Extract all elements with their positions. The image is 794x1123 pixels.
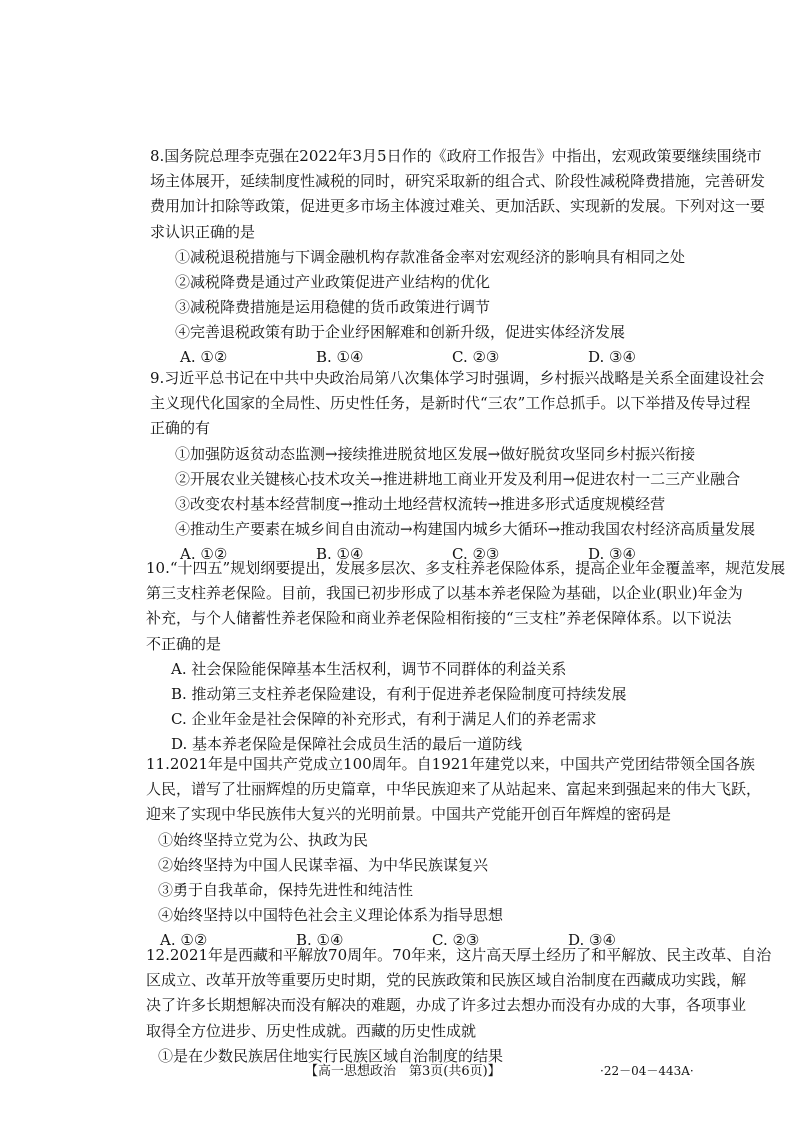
question-stem-line: 场主体展开，延续制度性减税的同时，研究采取新的组合式、阶段性减税降费措施，完善研发 (150, 172, 766, 191)
question-stem-line: 区成立、改革开放等重要历史时期，党的民族政策和民族区域自治制度在西藏成功实践，解 (146, 971, 747, 990)
question-stem-line: 第三支柱养老保险。目前，我国已初步形成了以基本养老保险为基础，以企业(职业)年金为 (146, 584, 743, 603)
question-10 (146, 556, 786, 757)
statement-item: ①始终坚持立党为公、执政为民 (158, 830, 369, 849)
option-item: A. 社会保险能保障基本生活权利，调节不同群体的利益关系 (171, 659, 567, 678)
option-item: B. 推动第三支柱养老保险建设，有利于促进养老保险制度可持续发展 (171, 684, 627, 703)
question-stem-line: 补充，与个人储蓄性养老保险和商业养老保险相衔接的“三支柱”养老保障体系。以下说法 (146, 609, 732, 628)
option-item: D. 基本养老保险是保障社会成员生活的最后一道防线 (171, 734, 523, 753)
exam-code: ·22－04－443A· (600, 1064, 694, 1078)
question-stem-line: 求认识正确的是 (150, 222, 256, 241)
question-8 (150, 144, 766, 370)
statement-item: ③减税降费措施是运用稳健的货币政策进行调节 (175, 297, 491, 316)
statement-item: ①是在少数民族居住地实行民族区域自治制度的结果 (158, 1046, 504, 1065)
question-stem-line: 主义现代化国家的全局性、历史性任务，是新时代“三农”工作总抓手。以下举措及传导过程 (150, 394, 751, 413)
choice-d: D. ③④ (568, 930, 616, 949)
choice-a: A. ①② (180, 347, 228, 366)
choice-a: A. ①② (160, 930, 208, 949)
statement-item: ③改变农村基本经营制度→推动土地经营权流转→推进多形式适度规模经营 (175, 494, 666, 513)
choice-d: D. ③④ (588, 544, 636, 563)
statement-item: ④完善退税政策有助于企业纾困解难和创新升级，促进实体经济发展 (175, 322, 626, 341)
statement-item: ③勇于自我革命，保持先进性和纯洁性 (158, 880, 414, 899)
choice-b: B. ①④ (296, 930, 344, 949)
statement-item: ②开展农业关键核心技术攻关→推进耕地工商业开发及利用→促进农村一二三产业融合 (175, 469, 741, 488)
choice-c: C. ②③ (432, 930, 480, 949)
question-stem-line: 人民，谱写了壮丽辉煌的历史篇章，中华民族迎来了从站起来、富起来到强起来的伟大飞跃， (146, 780, 762, 799)
statement-item: ②始终坚持为中国人民谋幸福、为中华民族谋复兴 (158, 855, 489, 874)
option-item: C. 企业年金是社会保障的补充形式，有利于满足人们的养老需求 (171, 709, 597, 728)
question-stem-line: 8.国务院总理李克强在2022年3月5日作的《政府工作报告》中指出，宏观政策要继续围绕市 (150, 147, 762, 165)
choice-b: B. ①④ (316, 544, 364, 563)
question-stem-line: 费用加计扣除等政策，促进更多市场主体渡过难关、更加活跃、实现新的发展。下列对这一要 (150, 197, 766, 216)
choice-a: A. ①② (180, 544, 228, 563)
question-stem-line: 11.2021年是中国共产党成立100周年。自1921年建党以来，中国共产党团结带领全国各族 (146, 755, 755, 773)
question-stem-line: 10.“十四五”规划纲要提出，发展多层次、多支柱养老保险体系，提高企业年金覆盖率，规范发展 (146, 559, 786, 577)
statement-item: ④始终坚持以中国特色社会主义理论体系为指导思想 (158, 905, 504, 924)
question-stem-line: 取得全方位进步、历史性成就。西藏的历史性成就 (146, 1021, 477, 1040)
statement-item: ②减税降费是通过产业政策促进产业结构的优化 (175, 272, 491, 291)
question-9 (150, 366, 765, 567)
page-footer: 【高一思想政治 第3页(共6页)】 (305, 1064, 501, 1079)
question-11 (146, 752, 762, 953)
question-stem-line: 决了许多长期想解决而没有解决的难题，办成了许多过去想办而没有办成的大事，各项事业 (146, 996, 747, 1015)
question-stem-line: 迎来了实现中华民族伟大复兴的光明前景。中国共产党能开创百年辉煌的密码是 (146, 805, 672, 824)
statement-item: ①加强防返贫动态监测→接续推进脱贫地区发展→做好脱贫攻坚同乡村振兴衔接 (175, 444, 696, 463)
statement-item: ④推动生产要素在城乡间自由流动→构建国内城乡大循环→推动我国农村经济高质量发展 (175, 519, 756, 538)
question-stem-line: 不正确的是 (146, 634, 222, 653)
question-stem-line: 9.习近平总书记在中共中央政治局第八次集体学习时强调，乡村振兴战略是关系全面建设社会 (150, 369, 765, 387)
choice-c: C. ②③ (452, 544, 500, 563)
question-stem-line: 12.2021年是西藏和平解放70周年。70年来，这片高天厚土经历了和平解放、民主改革、自治 (146, 946, 772, 964)
statement-item: ①减税退税措施与下调金融机构存款准备金率对宏观经济的影响具有相同之处 (175, 247, 686, 266)
choice-c: C. ②③ (452, 347, 500, 366)
question-12 (146, 943, 772, 1069)
choice-d: D. ③④ (588, 347, 636, 366)
question-stem-line: 正确的有 (150, 419, 211, 438)
choice-b: B. ①④ (316, 347, 364, 366)
